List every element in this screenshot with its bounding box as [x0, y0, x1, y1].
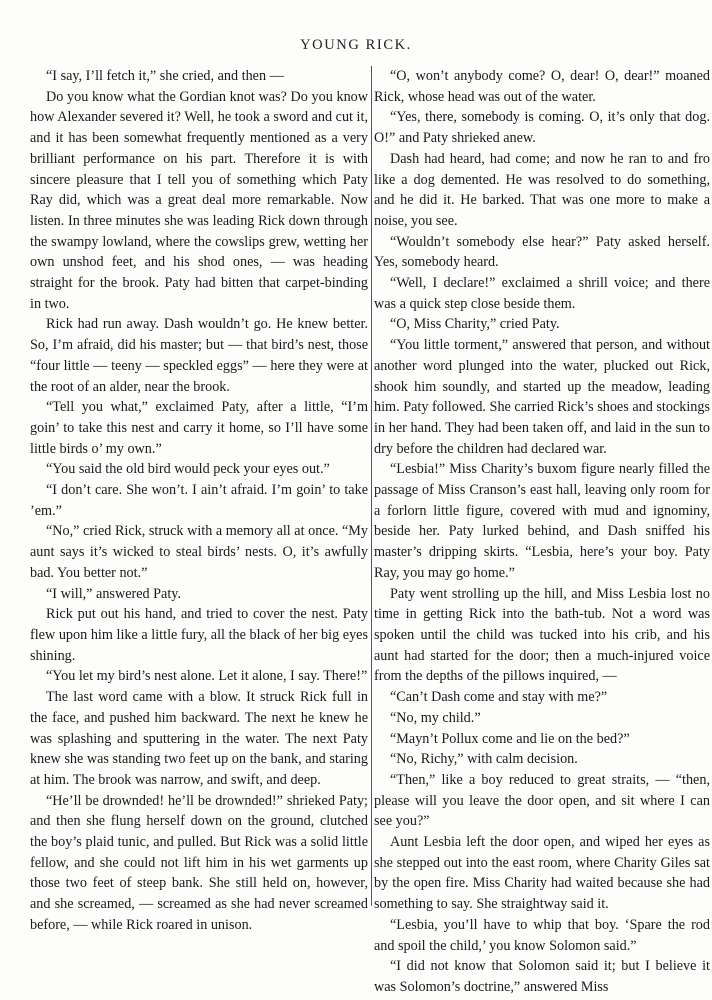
paragraph: “Lesbia!” Miss Charity’s buxom figure nearly filled the passage of Miss Cranson’s east hall, leaving only room for a forlorn little figure, covered with mud and ignominy, beside her. Paty lurked behind, and Dash sniffed his master’s dripping skirts. “Lesbia, here’s your boy. Paty Ray, you may go home.” [374, 461, 710, 581]
left-column [30, 66, 368, 936]
paragraph: “Mayn’t Pollux come and lie on the bed?” [390, 730, 630, 747]
running-header: YOUNG RICK. [300, 37, 412, 53]
paragraph: “You little torment,” answered that person, and without another word plunged into the water, plucked out Rick, shook him soundly, and started up the meadow, leading him. Paty followed. She carried Rick’s shoes and stockings in her hand. They had been taken off, and laid in the sun to dry before the children had declared war. [374, 337, 710, 457]
paragraph: “He’ll be drownded! he’ll be drownded!” shrieked Paty; and then she flung herself down on the ground, clutched the boy’s plaid tunic, and pulled. But Rick was a solid little fellow, and she could not lift him in his wet garments up those two feet of steep bank. She still held on, however, and she screamed, — screamed as she had never screamed before, — while Rick roared in unison. [30, 792, 368, 933]
paragraph: Rick put out his hand, and tried to cover the nest. Paty flew upon him like a little fury, all the black of her big eyes shining. [30, 606, 368, 664]
paragraph: “Can’t Dash come and stay with me?” [390, 689, 608, 706]
paragraph: Paty went strolling up the hill, and Miss Lesbia lost no time in getting Rick into the bath-tub. Not a word was spoken until the child was tucked into his crib, and his aunt had started for the door; then a much-injured voice from the depths of the pillows inquired, — [374, 585, 710, 685]
paragraph: “Yes, there, somebody is coming. O, it’s only that dog. O!” and Paty shrieked anew. [374, 109, 710, 147]
paragraph: “I don’t care. She won’t. I ain’t afraid. I’m goin’ to take ’em.” [30, 482, 368, 519]
paragraph: Do you know what the Gordian knot was? Do you know how Alexander severed it? Well, he took a sword and cut it, and it has been somewhat frequently mentioned as a very brilliant performance on his part. Therefore it is with sincere pleasure that I tell you of something which Paty Ray did, which was a great deal more remarkable. Now listen. In three minutes she was leading Rick down through the swampy lowland, where the cowslips grew, wetting her own unshod feet, and his shod ones, — was heading straight for the brook. Paty had bitten that carpet-binding in two. [30, 88, 368, 312]
paragraph: Dash had heard, had come; and now he ran to and fro like a dog demented. He was resolved to do something, and he did it. He barked. That was one more to make a noise, you see. [374, 150, 710, 229]
paragraph: “Then,” like a boy reduced to great straits, — “then, please will you leave the door open, and sit where I can see you?” [374, 771, 710, 830]
paragraph: “O, won’t anybody come? O, dear! O, dear!” moaned Rick, whose head was out of the water. [374, 68, 710, 105]
paragraph: “I will,” answered Paty. [46, 585, 181, 602]
paragraph: “Well, I declare!” exclaimed a shrill voice; and there was a quick step close beside them. [374, 275, 710, 312]
paragraph: “Wouldn’t somebody else hear?” Paty asked herself. Yes, somebody heard. [374, 233, 710, 271]
paragraph: “No, Richy,” with calm decision. [390, 751, 578, 768]
paragraph: The last word came with a blow. It struck Rick full in the face, and pushed him backward. The next he knew he was splashing and sputtering in the water. The next Paty knew she was standing two feet up on the bank, and staring at him. The brook was narrow, and swift, and deep. [30, 689, 368, 788]
right-column [374, 66, 710, 998]
paragraph: “O, Miss Charity,” cried Paty. [390, 316, 560, 333]
column-divider [371, 66, 372, 906]
paragraph: “Lesbia, you’ll have to whip that boy. ‘Spare the rod and spoil the child,’ you know Solomon said.” [374, 916, 710, 954]
paragraph: “Tell you what,” exclaimed Paty, after a little, “I’m goin’ to take this nest and carry it home, so I’ll have some little birds o’ my own.” [30, 399, 368, 457]
paragraph: “No, my child.” [390, 709, 481, 726]
paragraph: “You said the old bird would peck your eyes out.” [46, 461, 330, 478]
paragraph: “You let my bird’s nest alone. Let it alone, I say. There!” [46, 668, 368, 685]
paragraph: “No,” cried Rick, struck with a memory all at once. “My aunt says it’s wicked to steal birds’ nests. O, it’s awfully bad. You better not.” [30, 523, 368, 581]
paragraph: “I did not know that Solomon said it; but I believe it was Solomon’s doctrine,” answered Miss [374, 958, 710, 995]
paragraph: Aunt Lesbia left the door open, and wiped her eyes as she stepped out into the east room, where Charity Giles sat by the open fire. Miss Charity had waited because she had something to say. She straightway said it. [374, 834, 710, 913]
paragraph: Rick had run away. Dash wouldn’t go. He knew better. So, I’m afraid, did his master; but — that bird’s nest, those “four little — teeny — speckled eggs” — here they were at the root of an alder, near the brook. [30, 316, 368, 395]
paragraph: “I say, I’ll fetch it,” she cried, and then — [46, 68, 284, 84]
